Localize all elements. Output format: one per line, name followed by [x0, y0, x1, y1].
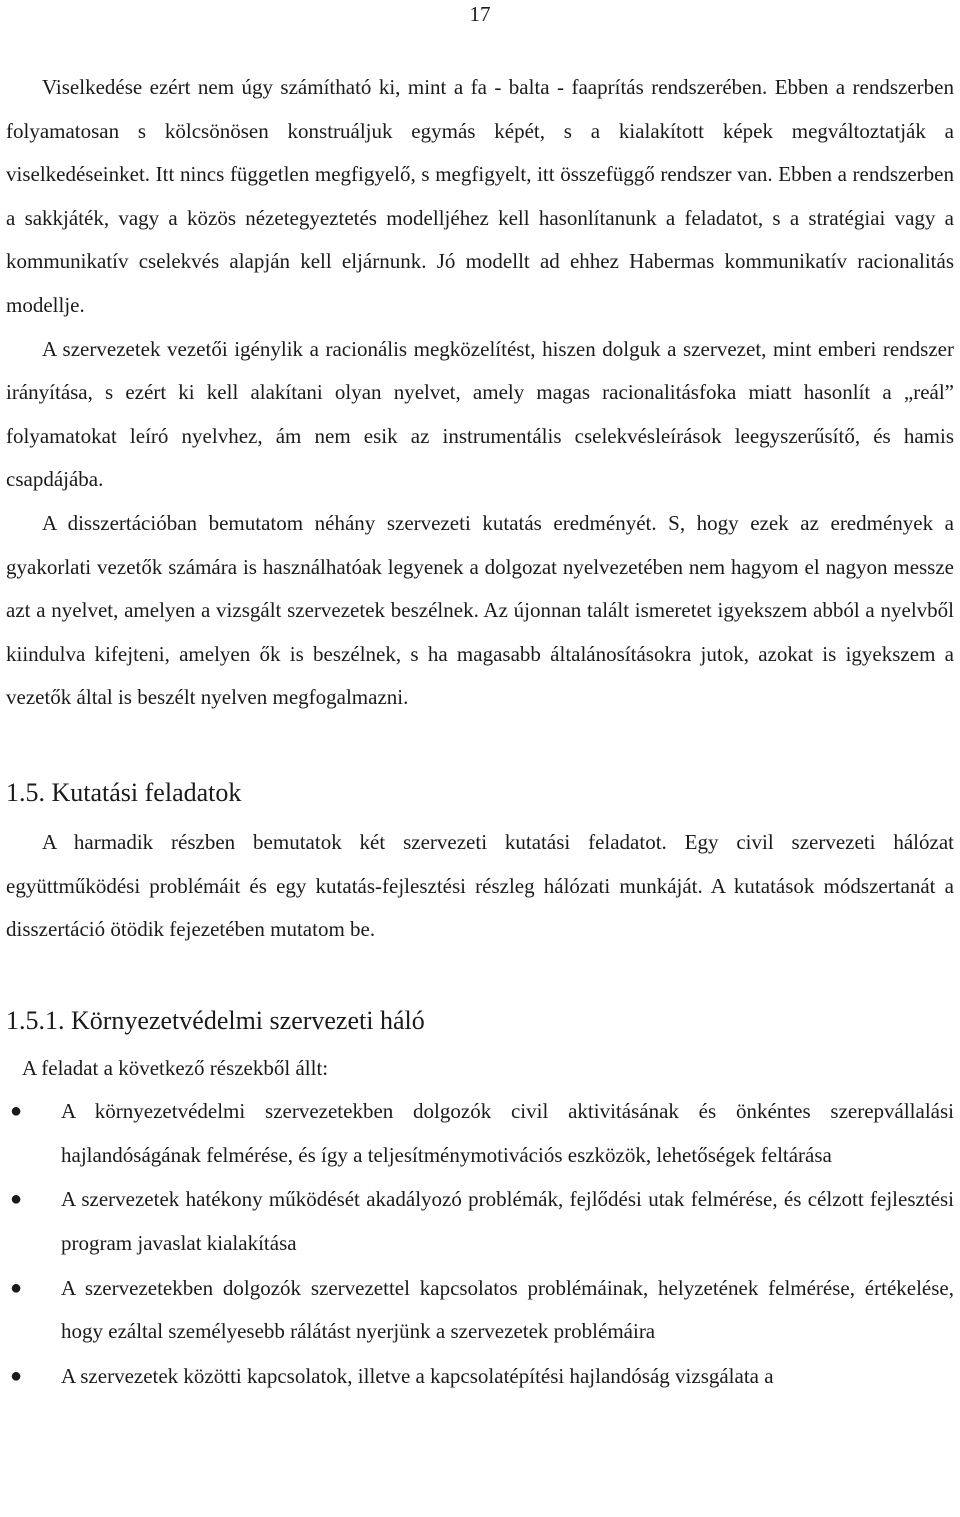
subsection-heading: 1.5.1. Környezetvédelmi szervezeti háló: [6, 1005, 425, 1035]
body-paragraph: A disszertációban bemutatom néhány szervezeti kutatás eredményét. S, hogy ezek az eredmények a gyakorlati vezetők számára is használhatóak legyenek a dolgozat nyelvezetében nem hagyom el nagyon messze azt a nyelvet, amelyen a vizsgált szervezetek beszélnek. Az újonnan talált ismeretet igyekszem abból a nyelvből kiindulva kifejteni, amelyen ők is beszélnek, s ha magasabb általánosításokra jutok, azokat is igyekszem a vezetők által is beszélt nyelven megfogalmazni.: [6, 510, 954, 710]
list-item: [6, 1267, 954, 1354]
list-item-text: A szervezetek közötti kapcsolatok, illetve a kapcsolatépítési hajlandóság vizsgálata a: [61, 1363, 774, 1388]
list-item-text: A környezetvédelmi szervezetekben dolgozók civil aktivitásának és önkéntes szerepvállalási hajlandóságának felmérése, és így a teljesítménymotivációs eszközök, lehetőségek feltárása: [61, 1099, 954, 1167]
bullet-icon: ●: [9, 1276, 23, 1299]
task-list: [6, 1090, 954, 1398]
bullet-icon: ●: [9, 1188, 23, 1211]
list-item: [6, 1090, 954, 1177]
bullet-icon: ●: [9, 1100, 23, 1123]
list-item-text: A szervezetekben dolgozók szervezettel kapcsolatos problémáinak, helyzetének felmérése, értékelése, hogy ezáltal személyesebb rálátást nyerjünk a szervezetek problémáira: [61, 1275, 954, 1344]
list-item: [6, 1355, 954, 1399]
section-paragraph: A harmadik részben bemutatok két szervezeti kutatási feladatot. Egy civil szervezeti hálózat együttműködési problémáit és egy kutatás-fejlesztési részleg hálózati munkáját. A kutatások módszertanát a disszertáció ötödik fejezetében mutatom be.: [6, 829, 954, 942]
page-number: 17: [469, 2, 491, 26]
list-item-text: A szervezetek hatékony működését akadályozó problémák, fejlődési utak felmérése, és célzott fejlesztési program javaslat kialakítása: [61, 1187, 954, 1256]
list-item: [6, 1178, 954, 1265]
section-heading: 1.5. Kutatási feladatok: [6, 777, 242, 807]
list-intro: A feladat a következő részekből állt:: [22, 1055, 329, 1080]
body-paragraph: A szervezetek vezetői igénylik a racionális megközelítést, hiszen dolguk a szervezet, mint emberi rendszer irányítása, s ezért ki kell alakítani olyan nyelvet, amely magas racionalitásfoka miatt hasonlít a „reál” folyamatokat leíró nyelvhez, ám nem esik az instrumentális cselekvésleírások leegyszerűsítő, és hamis csapdájába.: [6, 336, 954, 492]
page-content: [6, 66, 954, 1398]
bullet-icon: ●: [9, 1364, 23, 1387]
body-paragraph: Viselkedése ezért nem úgy számítható ki, mint a fa - balta - faaprítás rendszerében. Ebben a rendszerben folyamatosan s kölcsönösen konstruáljuk egymás képét, s a kialakított képek megváltoztatják a viselkedéseinket. Itt nincs független megfigyelő, s megfigyelt, itt összefüggő rendszer van. Ebben a rendszerben a sakkjáték, vagy a közös nézetegyeztetés modelljéhez kell hasonlítanunk a feladatot, s a stratégiai vagy a kommunikatív cselekvés alapján kell eljárnunk. Jó modellt ad ehhez Habermas kommunikatív racionalitás modellje.: [6, 75, 954, 317]
